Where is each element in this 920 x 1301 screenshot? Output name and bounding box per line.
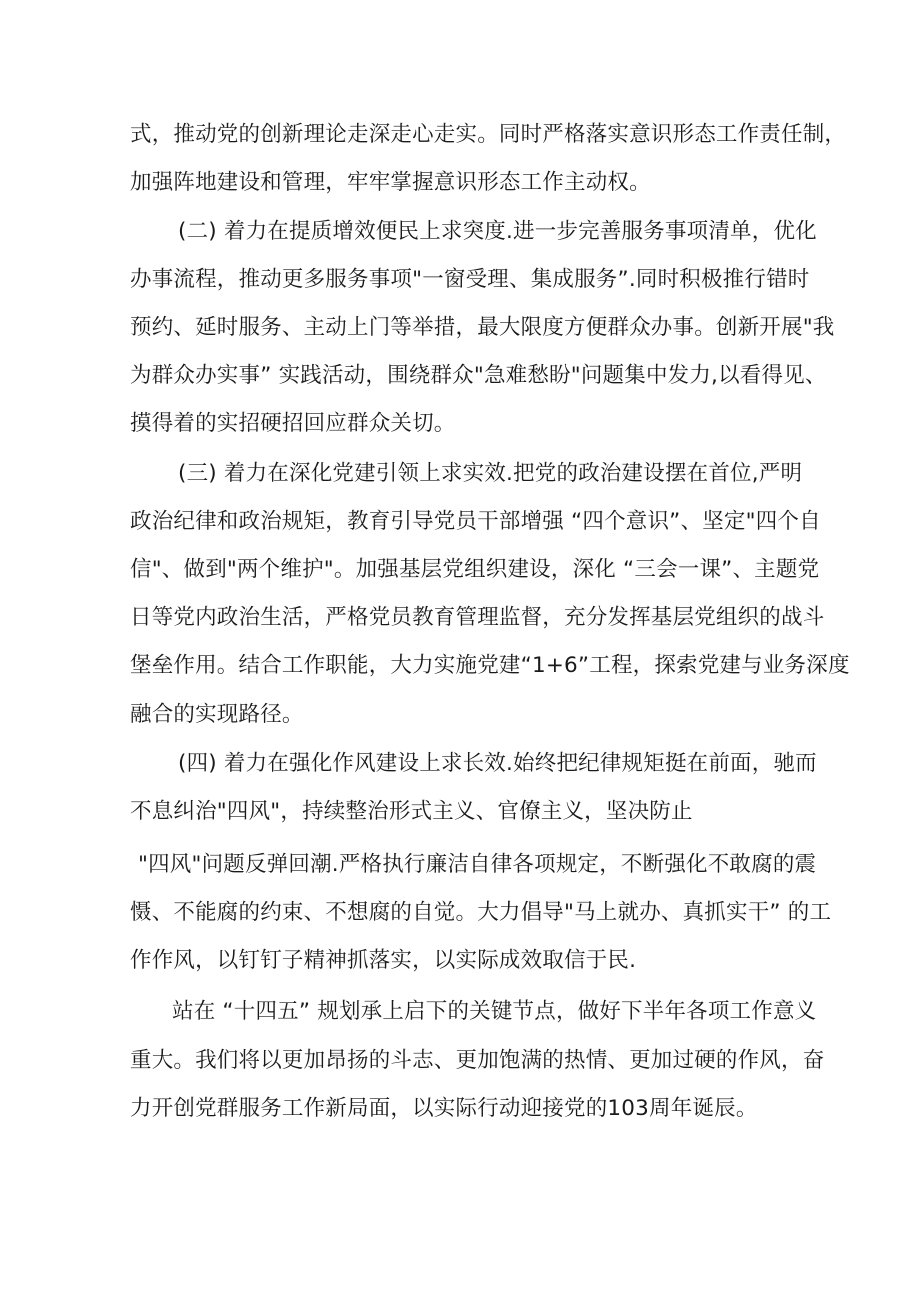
section-3-heading-line: (三) 着力在深化党建引领上求实效.把党的政治建设摆在首位,严明 (178, 461, 803, 486)
conclusion-line: 站在 “十四五” 规划承上启下的关键节点，做好下半年各项工作意义 (172, 999, 817, 1024)
text-line: 式，推动党的创新理论走深走心走实。同时严格落实意识形态工作责任制， (130, 122, 847, 147)
text-line: 预约、延时服务、主动上门等举措，最大限度方便群众办事。创新开展"我 (130, 315, 835, 340)
text-line: 作作风，以钉钉子精神抓落实，以实际成效取信于民. (130, 948, 637, 973)
text-line: 信"、做到"两个维护"。加强基层党组织建设，深化 “三会一课”、主题党 (130, 557, 820, 582)
text-line: 加强阵地建设和管理，牢牢掌握意识形态工作主动权。 (130, 170, 651, 195)
text-line: 办事流程，推动更多服务事项"一窗受理、集成服务”.同时积极推行错时 (130, 267, 810, 292)
text-line: "四风"问题反弹回潮.严格执行廉洁自律各项规定，不断强化不敢腐的震 (138, 852, 817, 877)
text-line: 不息纠治"四风"，持续整治形式主义、官僚主义，坚决防止 (130, 799, 693, 824)
text-line: 政治纪律和政治规矩，教育引导党员干部增强 “四个意识”、坚定"四个自 (130, 509, 821, 534)
section-4-heading-line: (四) 着力在强化作风建设上求长效.始终把纪律规矩挺在前面，驰而 (178, 751, 817, 776)
section-2-heading-line: (二) 着力在提质增效便民上求突度.进一步完善服务事项清单，优化 (178, 219, 817, 244)
text-line: 力开创党群服务工作新局面，以实际行动迎接党的103周年诞辰。 (130, 1096, 758, 1121)
text-line: 摸得着的实招硬招回应群众关切。 (130, 411, 456, 436)
text-line: 重大。我们将以更加昂扬的斗志、更加饱满的热情、更加过硬的作风，奋 (130, 1048, 825, 1073)
text-line: 堡垒作用。结合工作职能，大力实施党建“1+6”工程，探索党建与业务深度 (130, 653, 850, 678)
text-line: 日等党内政治生活，严格党员教育管理监督，充分发挥基层党组织的战斗 (130, 605, 825, 630)
text-line: 为群众办实事” 实践活动，围绕群众"急难愁盼"问题集中发力,以看得见、 (130, 363, 827, 388)
text-line: 融合的实现路径。 (130, 702, 304, 727)
text-line: 慑、不能腐的约束、不想腐的自觉。大力倡导"马上就办、真抓实干” 的工 (130, 900, 832, 925)
